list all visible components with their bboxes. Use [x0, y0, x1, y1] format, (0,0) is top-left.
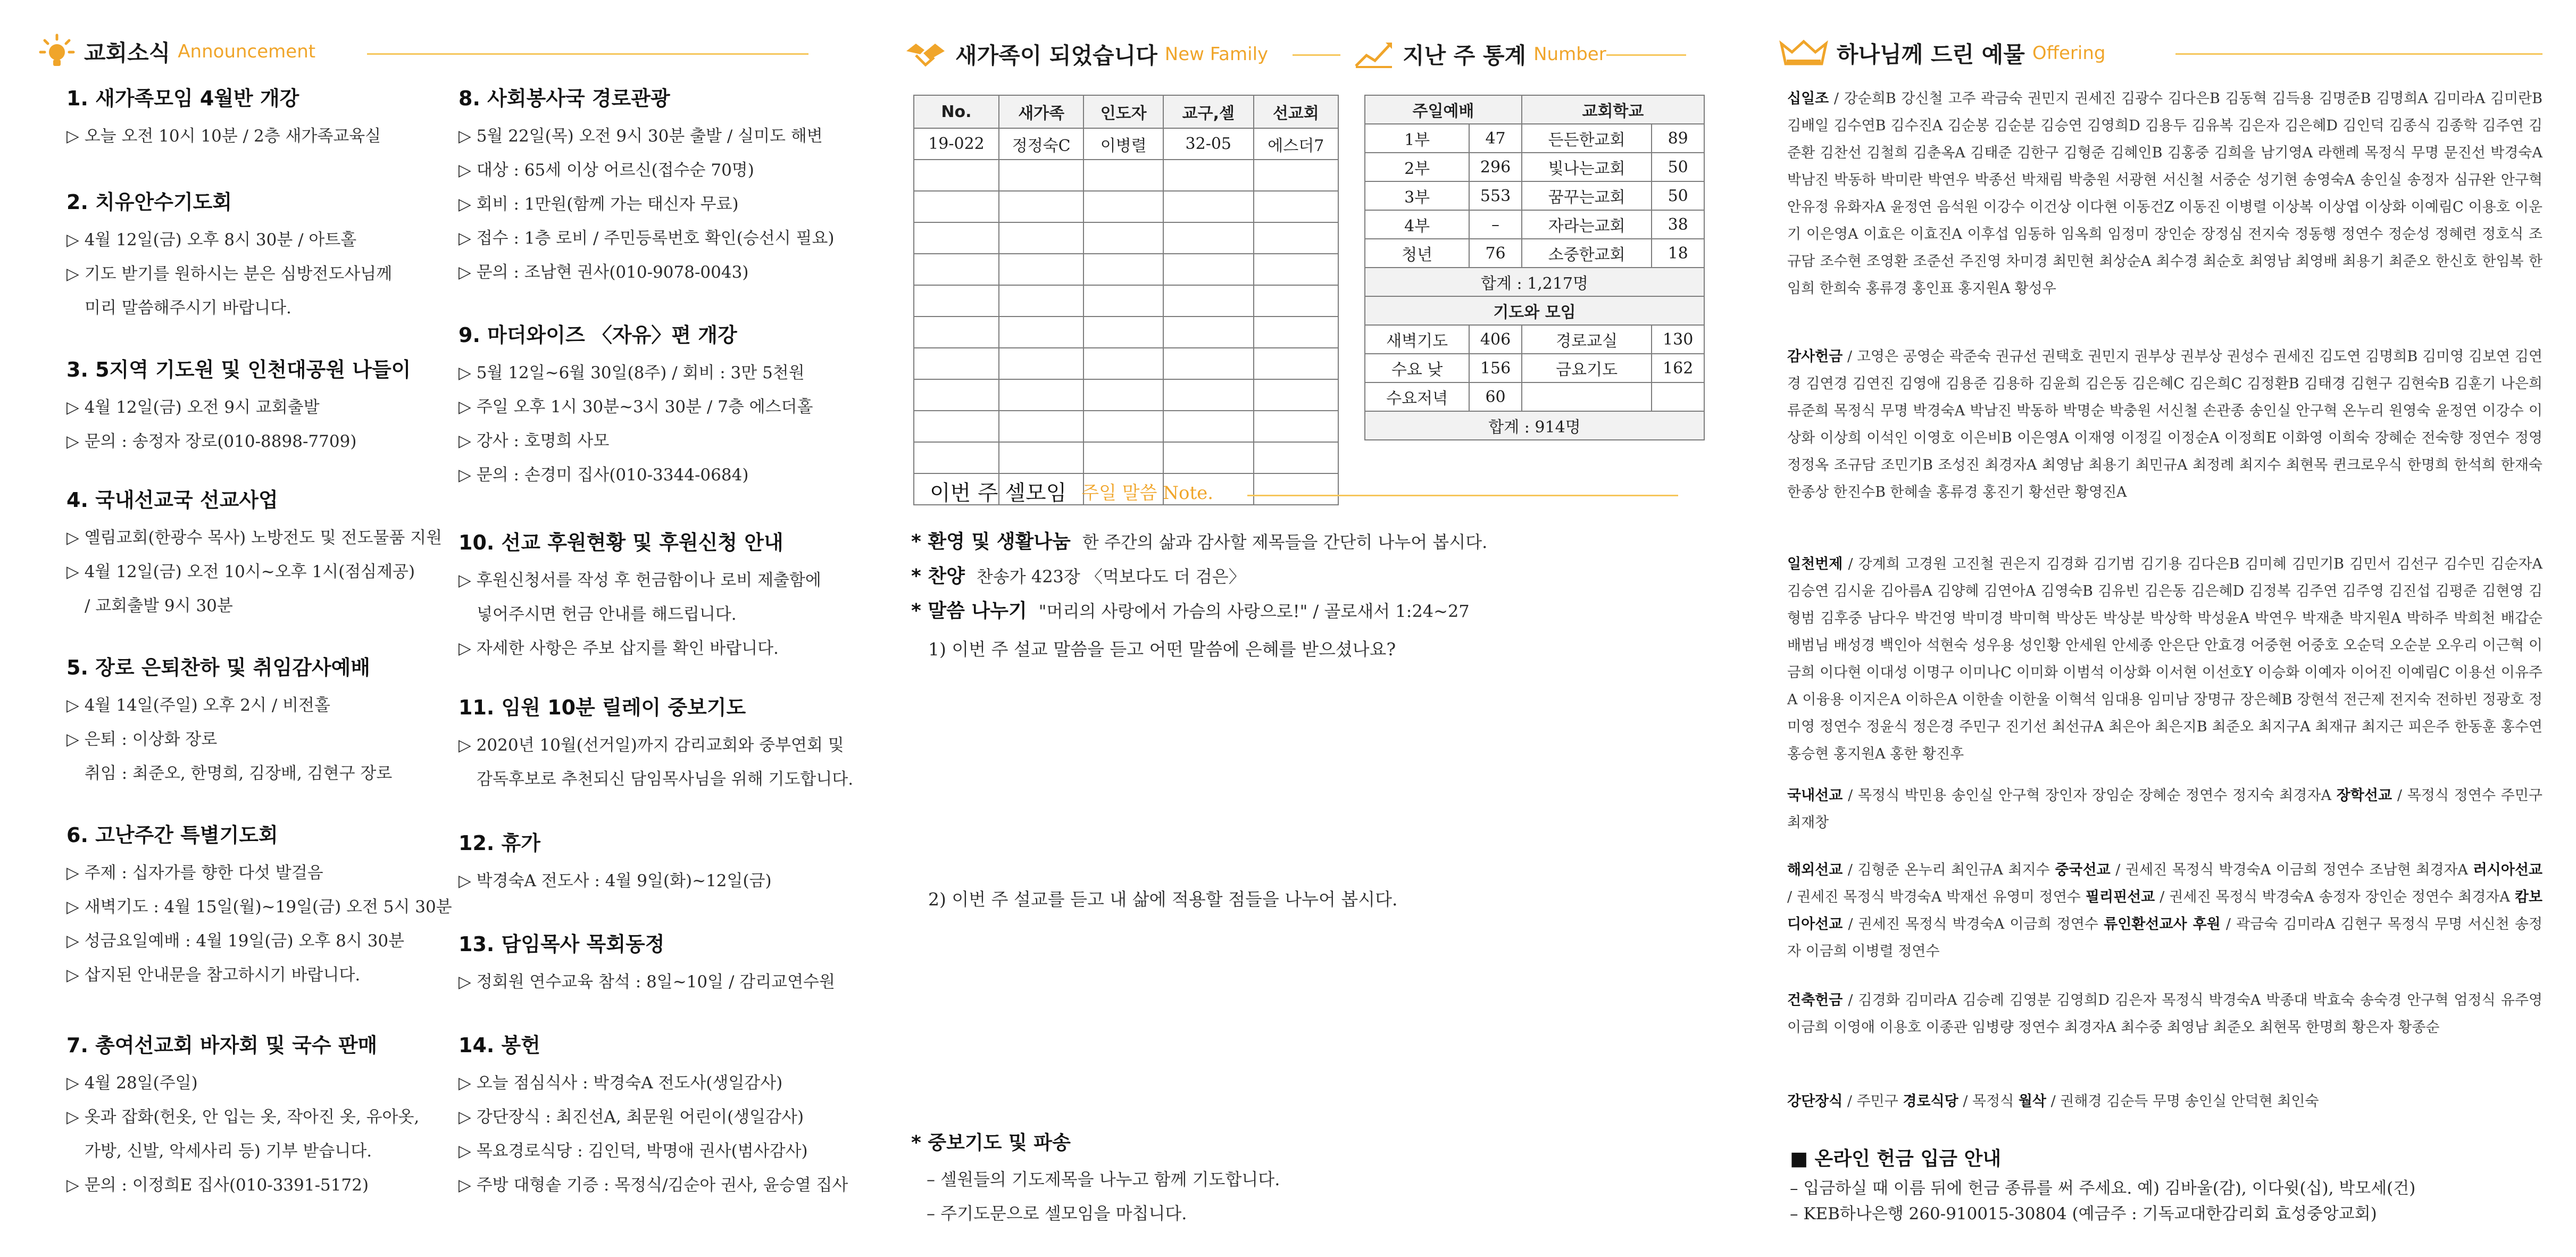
new-family-header-row [914, 95, 1338, 128]
lightbulb-icon [38, 33, 76, 70]
new-family-cell [1083, 317, 1163, 348]
new-family-title: 새가족이 되었습니다 [955, 43, 1157, 69]
stats-cell: 꿈꾸는교회 [1522, 181, 1652, 210]
new-family-cell [1083, 442, 1163, 473]
announcement-title-en: Announcement [178, 41, 316, 62]
announcement-item-title: 1. 새가족모임 4월반 개강 [66, 87, 299, 110]
new-family-cell [1254, 254, 1338, 285]
announcement-item-line: / 교회출발 9시 30분 [85, 596, 233, 615]
table-row [914, 222, 1338, 254]
new-family-cell [999, 379, 1083, 411]
cell-group-item-text: "머리의 사랑에서 가슴의 사랑으로!" / 골로새서 1:24~27 [1038, 601, 1470, 621]
new-family-cell [1083, 160, 1163, 191]
new-family-cell [999, 411, 1083, 442]
offering-section [1787, 343, 2542, 506]
offering-names: / 고영은 공영순 곽준숙 권규선 권택호 권민지 권부상 권부상 권성수 권세진 김도연 김명희B 김미영 김보연 김연경 김연경 김연진 김영애 김용준 김용하 김윤희 김은동 김은혜C 김은희C 김정환B 김태경 김현구 김현숙B 김훈기 나은희 류준희 목정식 무명 박경숙A 박남진 박동하 박명순 박충원 서신철 손관종 송인실 안구혁 온누리 원영숙 윤정연 이강수 이상화 이상희 이석인 이영호 이은비B 이은영A 이재영 이정길 이정순A 이정희E 이화영 이희숙 장혜순 전숙향 정연수 정영 정정옥 조규담 조민기B 조성진 최경자A 최영남 최용기 최민규A 최정례 최지수 최현목 퀸크로우식 한명희 한석희 한재숙 한종상 한진수B 한혜솔 홍류경 홍진기 황선란 황영진A [1787, 348, 2542, 501]
new-family-cell [1163, 317, 1254, 348]
cell-group-title: 이번 주 셀모임 [930, 481, 1067, 505]
stats-cell: 2부 [1365, 153, 1469, 181]
stats-cell: 청년 [1365, 239, 1469, 268]
table-row [914, 285, 1338, 317]
announcement-item-title: 2. 치유안수기도회 [66, 190, 232, 214]
announcement-item-title: 8. 사회봉사국 경로관광 [458, 87, 670, 110]
offering-section [1787, 987, 2542, 1041]
stats-cell: 든든한교회 [1522, 124, 1652, 153]
stats-cell: 296 [1469, 153, 1522, 181]
stats-total: 합계 : 1,217명 [1365, 268, 1704, 296]
announcement-divider [367, 53, 808, 55]
crown-icon [1779, 39, 1828, 67]
new-family-cell [1254, 442, 1338, 473]
announcement-item-line: ▷ 4월 12일(금) 오후 8시 30분 / 아트홀 [66, 230, 357, 249]
offering-section [1787, 856, 2542, 965]
announcement-item-line: ▷ 옐림교회(한광수 목사) 노방전도 및 전도물품 지원 [66, 528, 443, 547]
announcement-item-line: ▷ 강사 : 호명희 사모 [458, 431, 610, 451]
offering-names: / 강순희B 강신철 고주 곽금숙 권민지 권세진 김광수 김다은B 김동혁 김득용 김명준B 김명희A 김미라A 김미란B 김배일 김수연B 김수진A 김순봉 김순분 김승연 김영희D 김용두 김유복 김은자 김은혜D 김인덕 김종식 김종학 김주연 김준환 김찬선 김철희 김춘옥A 김태준 김한구 김형준 김혜인B 김홍중 김희을 남기영A 라핸례 목정식 무명 문진선 박경숙A 박남진 박동하 박미란 박연우 박종선 박채림 박충원 서광현 서신철 서중순 성기현 송영숙A 송인실 송정자 심규완 안구혁 안유정 유화자A 윤정연 음석원 이강수 이건상 이다현 이동건Z 이동진 이병렬 이상복 이상엽 이상화 이예림C 이용호 이운기 이은영A 이효은 이효진A 이후섭 임동하 임옥희 임정미 장인순 장정심 전지숙 정동행 정연수 정순성 정혜련 정호식 조규담 조수현 조영환 조준선 주진영 차미경 최민현 최상순A 최수경 최순호 최영남 최영배 최용기 최준오 한신호 한임복 한임희 한희숙 홍류경 홍인표 홍지원A 황성우 [1787, 90, 2542, 297]
offering-names: / 권세진 목정식 박경숙A 박재선 유영미 정연수 [1787, 889, 2086, 905]
prayer-cell: 406 [1469, 325, 1522, 354]
offering-names: / 김형준 온누리 최인규A 최지수 [1843, 862, 2055, 878]
announcement-item-line: ▷ 주일 오후 1시 30분~3시 30분 / 7층 에스더홀 [458, 397, 813, 417]
prayer-header-row [1365, 296, 1704, 325]
announcement-item-line: ▷ 정회원 연수교육 참석 : 8일~10일 / 감리교연수원 [458, 972, 835, 992]
new-family-cell [1083, 411, 1163, 442]
announcement-item-line: ▷ 5월 12일~6월 30일(8주) / 회비 : 3만 5천원 [458, 363, 805, 382]
table-row [914, 379, 1338, 411]
prayer-total: 합계 : 914명 [1365, 411, 1704, 440]
stats-header [1354, 38, 1606, 70]
new-family-col-header: 인도자 [1083, 95, 1163, 128]
announcement-item [458, 529, 841, 665]
new-family-cell [914, 411, 999, 442]
stats-table [1364, 95, 1705, 440]
cell-prayer-line-2: – 주기도문으로 셀모임을 마칩니다. [927, 1203, 1187, 1223]
table-row [1365, 124, 1704, 153]
announcement-item-line: ▷ 4월 28일(주일) [66, 1073, 198, 1093]
cell-group-item [911, 561, 1246, 588]
new-family-cell: 이병렬 [1083, 128, 1163, 160]
announcement-item-line: ▷ 삽지된 안내문을 참고하시기 바랍니다. [66, 965, 361, 985]
prayer-cell: 156 [1469, 354, 1522, 382]
new-family-cell [999, 222, 1083, 254]
new-family-cell [1163, 285, 1254, 317]
offering-names: / 권세진 목정식 박경숙A 송정자 장인순 정연수 최경자A [2155, 889, 2515, 905]
new-family-cell [999, 191, 1083, 222]
offering-header [1779, 37, 2106, 69]
offering-label: 류인환선교사 후원 [2104, 916, 2221, 933]
offering-names: / 곽금숙 김미라A 김현구 목정식 무명 서신천 송정자 이금희 이병렬 정연수 [1787, 916, 2543, 960]
announcement-item-line: ▷ 문의 : 조남현 권사(010-9078-0043) [458, 263, 749, 282]
offering-label: 필리핀선교 [2085, 889, 2155, 905]
announcement-item-line: ▷ 회비 : 1만원(함께 가는 태신자 무료) [458, 195, 739, 214]
cell-group-item [911, 596, 1470, 623]
new-family-cell [1254, 222, 1338, 254]
announcement-item-title: 13. 담임목사 목회동정 [458, 933, 665, 956]
announcement-item-line: ▷ 박경숙A 전도사 : 4월 9일(화)~12일(금) [458, 871, 772, 890]
announcement-item [66, 487, 449, 623]
cell-group-divider [1247, 495, 1678, 496]
announcement-item-line: 미리 말씀해주시기 바랍니다. [85, 298, 291, 318]
offering-label: 장학선교 [2336, 787, 2392, 804]
prayer-total-row [1365, 411, 1704, 440]
prayer-cell: 수요 낮 [1365, 354, 1469, 382]
new-family-cell [914, 317, 999, 348]
announcement-item-line: 넣어주시면 헌금 안내를 해드립니다. [477, 605, 737, 624]
cell-group-item-label: * 찬양 [911, 565, 965, 587]
prayer-cell: 새벽기도 [1365, 325, 1469, 354]
table-row [1365, 354, 1704, 382]
new-family-cell [999, 285, 1083, 317]
new-family-title-en: New Family [1164, 44, 1269, 65]
announcement-item-title: 3. 5지역 기도원 및 인천대공원 나들이 [66, 358, 411, 381]
offering-label: 일천번제 [1787, 556, 1843, 572]
announcement-item-title: 11. 임원 10분 릴레이 중보기도 [458, 696, 746, 719]
stats-total-row [1365, 268, 1704, 296]
new-family-cell [914, 379, 999, 411]
offering-label: 중국선교 [2055, 862, 2111, 878]
stats-cell: 1부 [1365, 124, 1469, 153]
stats-cell: 76 [1469, 239, 1522, 268]
announcement-item-line: 가방, 신발, 악세사리 등) 기부 받습니다. [85, 1142, 372, 1161]
announcement-item [66, 654, 449, 790]
offering-names: / 목정식 박민용 송인실 안구혁 장인자 장임순 장혜순 정연수 정지숙 최경자A [1843, 787, 2337, 804]
table-row [1365, 210, 1704, 239]
table-row [914, 128, 1338, 160]
offering-label: 십일조 [1787, 90, 1829, 107]
offering-names: / 목정식 [1958, 1093, 2019, 1110]
announcement-item-line: ▷ 문의 : 이정희E 집사(010-3391-5172) [66, 1176, 369, 1195]
announcement-item-line: ▷ 새벽기도 : 4월 15일(월)~19일(금) 오전 5시 30분 [66, 897, 452, 917]
offering-names: / 권세진 목정식 박경숙A 이금희 정연수 조남현 최경자A [2110, 862, 2473, 878]
announcement-title: 교회소식 [84, 40, 171, 66]
announcement-item-title: 4. 국내선교국 선교사업 [66, 488, 278, 512]
announcement-item [458, 1032, 848, 1202]
new-family-header [904, 38, 1268, 70]
stats-cell: 18 [1652, 239, 1704, 268]
new-family-cell [999, 317, 1083, 348]
cell-question-2: 2) 이번 주 설교를 듣고 내 삶에 적용할 점들을 나누어 봅시다. [928, 889, 1398, 910]
cell-group-item-text: 찬송가 423장 〈먹보다도 더 검은〉 [976, 567, 1246, 587]
offering-label: 월삭 [2018, 1093, 2047, 1110]
table-row [914, 191, 1338, 222]
announcement-header [38, 33, 315, 70]
prayer-cell: 60 [1469, 382, 1522, 411]
new-family-cell [1163, 160, 1254, 191]
new-family-col-header: 새가족 [999, 95, 1083, 128]
announcement-item [458, 322, 841, 492]
offering-label: 감사헌금 [1787, 348, 1843, 365]
announcement-item-line: ▷ 4월 12일(금) 오전 9시 교회출발 [66, 398, 320, 417]
announcement-item-line: ▷ 옷과 잡화(헌옷, 안 입는 옷, 작아진 옷, 유아옷, [66, 1108, 420, 1127]
announcement-item-line: ▷ 오늘 점심식사 : 박경숙A 전도사(생일감사) [458, 1073, 783, 1093]
cell-group-subtitle: 주일 말씀 Note. [1081, 482, 1214, 504]
new-family-cell [1254, 285, 1338, 317]
offering-section [1787, 782, 2542, 836]
new-family-col-header: 교구,셀 [1163, 95, 1254, 128]
offering-names: / 권해경 김순득 무명 송인실 안덕현 최인숙 [2046, 1093, 2319, 1110]
table-row [914, 442, 1338, 473]
announcement-item [66, 1032, 449, 1202]
new-family-cell [1254, 317, 1338, 348]
new-family-cell [914, 348, 999, 379]
announcement-item-line: ▷ 문의 : 손경미 집사(010-3344-0684) [458, 465, 749, 485]
announcement-item-line: ▷ 기도 받기를 원하시는 분은 심방전도사님께 [66, 264, 393, 284]
offering-label: 경로식당 [1903, 1093, 1958, 1110]
announcement-item [458, 830, 841, 898]
announcement-item-line: ▷ 5월 22일(목) 오전 9시 30분 출발 / 실미도 해변 [458, 127, 823, 146]
online-offering-line-1: – 입금하실 때 이름 뒤에 헌금 종류를 써 주세요. 예) 김바울(감), 이다윗(십), 박모세(건) [1790, 1179, 2416, 1198]
new-family-cell [999, 160, 1083, 191]
new-family-cell [914, 191, 999, 222]
new-family-cell [914, 285, 999, 317]
prayer-cell: 162 [1652, 354, 1704, 382]
new-family-cell [914, 160, 999, 191]
new-family-cell [914, 254, 999, 285]
announcement-item-line: ▷ 자세한 사항은 주보 삽지를 확인 바랍니다. [458, 639, 779, 658]
stats-cell: 빛나는교회 [1522, 153, 1652, 181]
announcement-item [458, 694, 854, 796]
new-family-cell [1163, 411, 1254, 442]
offering-title-en: Offering [2032, 43, 2106, 64]
online-offering-line-2: – KEB하나은행 260-910015-30804 (예금주 : 기독교대한감리회 효성중앙교회) [1790, 1204, 2377, 1223]
new-family-cell [1254, 411, 1338, 442]
offering-names: / 김경화 김미라A 김승례 김영분 김영희D 김은자 목정식 박경숙A 박종대 박효숙 송숙경 안구혁 엄정식 유주영 이금희 이영애 이용호 이종관 임병량 정연수 최경자A 최수중 최영남 최준오 최현목 한명희 황은자 황종순 [1787, 992, 2542, 1036]
offering-divider [2175, 53, 2542, 55]
table-row [1365, 239, 1704, 268]
cell-prayer-label: * 중보기도 및 파송 [911, 1132, 1071, 1154]
announcement-item-line: ▷ 4월 12일(금) 오전 10시~오후 1시(점심제공) [66, 562, 415, 581]
offering-names: / 강계희 고경원 고진철 권은지 김경화 김기범 김기용 김다은B 김미혜 김민기B 김민서 김선구 김수민 김순자A 김승연 김시윤 김아름A 김양혜 김연아A 김영숙B 김유빈 김은동 김은혜D 김정복 김주연 김주영 김진섭 김평준 김현영 김형범 김후중 남다우 박건영 박미경 박미혁 박상돈 박상분 박상학 박성윤A 박연우 박재춘 박지원A 박하주 박희천 배갑순 배범님 배성경 백인아 석현숙 성우용 성인황 안세원 안세종 안은단 안효경 어중현 어중호 오순덕 오순분 오우리 이근혁 이금희 이다현 이대성 이명구 이미나C 이미화 이범석 이상화 이서현 이선호Y 이승화 이예자 이어진 이예림C 이용선 이유주A 이융용 이지은A 이하은A 이한솔 이한울 이혁석 임대용 임미남 장명규 장은혜B 장현석 전근제 전지숙 전하빈 정광호 정미영 정연수 정윤식 정은경 주민구 진기선 최선규A 최은아 최은지B 최준오 최지구A 최재규 최지근 피은주 한동훈 홍수연 홍승현 홍지원A 홍한 황진후 [1787, 556, 2542, 762]
announcement-item [66, 85, 449, 153]
stats-cell: 4부 [1365, 210, 1469, 239]
announcement-item-title: 14. 봉헌 [458, 1034, 540, 1057]
stats-cell: 50 [1652, 153, 1704, 181]
prayer-cell: 경로교실 [1522, 325, 1652, 354]
announcement-item-line: ▷ 후원신청서를 작성 후 헌금함이나 로비 제출함에 [458, 571, 821, 590]
stats-cell: 자라는교회 [1522, 210, 1652, 239]
new-family-cell [1163, 442, 1254, 473]
new-family-cell [914, 222, 999, 254]
new-family-cell [1254, 191, 1338, 222]
announcement-item [458, 85, 841, 289]
announcement-item-line: ▷ 문의 : 송정자 장로(010-8898-7709) [66, 432, 357, 451]
new-family-col-header: No. [914, 95, 999, 128]
table-row [1365, 382, 1704, 411]
new-family-cell [999, 442, 1083, 473]
announcement-item-line: ▷ 성금요일예배 : 4월 19일(금) 오후 8시 30분 [66, 931, 405, 951]
new-family-cell: 에스더7 [1254, 128, 1338, 160]
offering-label: 건축헌금 [1787, 992, 1843, 1009]
school-header: 교회학교 [1522, 95, 1704, 124]
table-row [914, 160, 1338, 191]
table-row [1365, 325, 1704, 354]
new-family-cell [1083, 191, 1163, 222]
announcement-item-line: ▷ 대상 : 65세 이상 어르신(접수순 70명) [458, 161, 754, 180]
announcement-item-line: ▷ 은퇴 : 이상화 장로 [66, 730, 218, 749]
new-family-cell [1083, 222, 1163, 254]
new-family-cell [1083, 254, 1163, 285]
new-family-cell [999, 254, 1083, 285]
announcement-item-title: 10. 선교 후원현황 및 후원신청 안내 [458, 531, 783, 554]
prayer-header: 기도와 모임 [1365, 296, 1704, 325]
announcement-item [66, 822, 452, 992]
stats-cell: 3부 [1365, 181, 1469, 210]
cell-group-item-label: * 환영 및 생활나눔 [911, 531, 1071, 553]
announcement-item-line: ▷ 4월 14일(주일) 오후 2시 / 비전홀 [66, 696, 330, 715]
cell-group-item-text: 한 주간의 삶과 감사할 제목들을 간단히 나누어 봅시다. [1082, 532, 1488, 552]
new-family-cell [999, 348, 1083, 379]
new-family-cell [1163, 191, 1254, 222]
stats-title: 지난 주 통계 [1403, 43, 1527, 69]
announcement-item-line: ▷ 목요경로식당 : 김인덕, 박명애 권사(범사감사) [458, 1142, 808, 1161]
announcement-item-title: 12. 휴가 [458, 831, 540, 855]
new-family-cell [1083, 348, 1163, 379]
stats-header-row [1365, 95, 1704, 124]
table-row [1365, 153, 1704, 181]
new-family-cell: 정정숙C [999, 128, 1083, 160]
stats-cell: 소중한교회 [1522, 239, 1652, 268]
new-family-cell [1163, 222, 1254, 254]
cell-group-item-label: * 말씀 나누기 [911, 600, 1027, 622]
offering-label: 캄보디아선교 [1787, 889, 2542, 933]
new-family-cell [1254, 473, 1338, 505]
stats-cell: 47 [1469, 124, 1522, 153]
offering-section [1787, 85, 2542, 302]
worship-header: 주일예배 [1365, 95, 1522, 124]
announcement-item-line: ▷ 주방 대형솥 기증 : 목정식/김순아 권사, 윤승열 집사 [458, 1176, 848, 1195]
table-row [914, 317, 1338, 348]
announcement-item-line: ▷ 2020년 10월(선거일)까지 감리교회와 중부연회 및 [458, 736, 844, 755]
announcement-item-line: 취임 : 최준오, 한명희, 김장배, 김현구 장로 [85, 764, 393, 783]
prayer-cell: 130 [1652, 325, 1704, 354]
new-family-cell [1254, 160, 1338, 191]
stats-cell: 553 [1469, 181, 1522, 210]
offering-label: 러시아선교 [2473, 862, 2543, 878]
announcement-item-title: 7. 총여선교회 바자회 및 국수 판매 [66, 1034, 378, 1057]
table-row [1365, 181, 1704, 210]
table-row [914, 348, 1338, 379]
new-family-cell [1163, 379, 1254, 411]
new-family-cell: 32-05 [1163, 128, 1254, 160]
new-family-table [913, 95, 1339, 505]
new-family-cell: 19-022 [914, 128, 999, 160]
prayer-cell: 수요저녁 [1365, 382, 1469, 411]
announcement-item-title: 5. 장로 은퇴찬하 및 취임감사예배 [66, 656, 370, 679]
cell-question-1: 1) 이번 주 설교 말씀을 듣고 어떤 말씀에 은혜를 받으셨나요? [928, 639, 1396, 660]
stats-cell: 89 [1652, 124, 1704, 153]
offering-label: 강단장식 [1787, 1093, 1843, 1110]
offering-label: 국내선교 [1787, 787, 1843, 804]
announcement-item-line: ▷ 강단장식 : 최진선A, 최문원 어린이(생일감사) [458, 1108, 804, 1127]
offering-names: / 목정식 정연수 주민구 최재창 [1787, 787, 2542, 831]
offering-section [1787, 1088, 2542, 1115]
table-row [914, 411, 1338, 442]
new-family-cell [1254, 348, 1338, 379]
stats-cell: 50 [1652, 181, 1704, 210]
new-family-cell [1254, 379, 1338, 411]
online-offering-title: ■ 온라인 헌금 입금 안내 [1790, 1148, 2002, 1170]
table-row [914, 254, 1338, 285]
announcement-item [66, 356, 449, 459]
handshake-icon [904, 39, 947, 69]
announcement-item-line: ▷ 오늘 오전 10시 10분 / 2층 새가족교육실 [66, 127, 381, 146]
announcement-item-title: 6. 고난주간 특별기도회 [66, 823, 278, 847]
prayer-cell [1652, 382, 1704, 411]
stats-cell: 38 [1652, 210, 1704, 239]
offering-names: / 권세진 목정식 박경숙A 이금희 정연수 [1843, 916, 2104, 933]
prayer-cell [1522, 382, 1652, 411]
new-family-cell [1083, 285, 1163, 317]
stats-cell: – [1469, 210, 1522, 239]
new-family-divider [1293, 54, 1340, 56]
announcement-item [66, 189, 449, 325]
new-family-cell [1163, 348, 1254, 379]
new-family-cell [1083, 379, 1163, 411]
stats-title-en: Number [1533, 44, 1606, 65]
announcement-item [458, 931, 841, 999]
announcement-item-title: 9. 마더와이즈 〈자유〉편 개강 [458, 323, 737, 347]
announcement-item-line: 감독후보로 추천되신 담임목사님을 위해 기도합니다. [477, 770, 854, 789]
chart-trend-icon [1354, 39, 1394, 69]
cell-group-header [930, 476, 1213, 506]
announcement-item-line: ▷ 접수 : 1층 로비 / 주민등록번호 확인(승선시 필요) [458, 229, 835, 248]
prayer-cell: 금요기도 [1522, 354, 1652, 382]
offering-label: 해외선교 [1787, 862, 1843, 878]
offering-title: 하나님께 드린 예물 [1837, 41, 2025, 68]
cell-prayer-line-1: – 셀원들의 기도제목을 나누고 함께 기도합니다. [927, 1169, 1280, 1189]
new-family-col-header: 선교회 [1254, 95, 1338, 128]
offering-section [1787, 551, 2542, 768]
announcement-item-line: ▷ 주제 : 십자가를 향한 다섯 발걸음 [66, 863, 323, 883]
offering-names: / 주민구 [1843, 1093, 1903, 1110]
stats-divider [1606, 54, 1686, 56]
cell-group-item [911, 527, 1487, 554]
new-family-cell [914, 442, 999, 473]
new-family-cell [1163, 254, 1254, 285]
